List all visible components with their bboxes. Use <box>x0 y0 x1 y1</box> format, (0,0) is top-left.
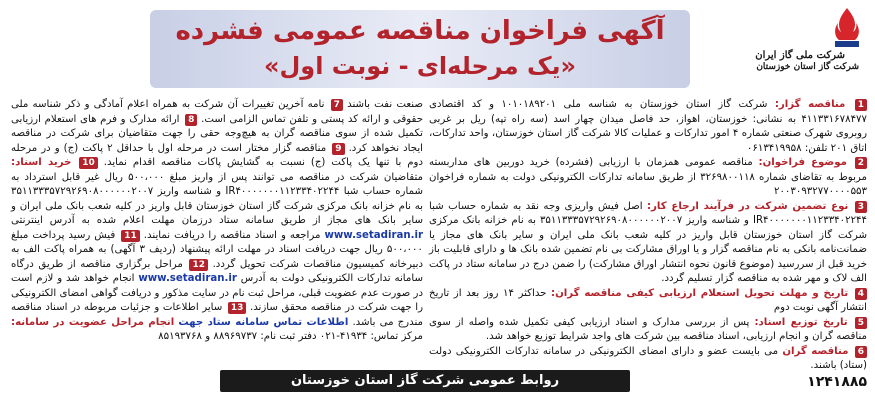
section-number: 12 <box>189 259 208 271</box>
section-7 <box>11 98 423 345</box>
section-number: 3 <box>855 201 867 213</box>
section-text: متقاضیان شرکت در مناقصه می توانند پس از واریز مبلغ ۵۰۰،۰۰۰ ریال غیر قابل استرداد به شماره حساب شبا IR۴۰۰۰۰۰۰۰۱۱۲۳۳۴۰۲۲۴۴ و شناسه واریز ۳۵۱۱۳۳۳۵۷۲۹۲۶۹۰۸۰۰۰۰۰۰۲۰۰۷ به نام خزانه بانک مرکزی شرکت گاز استان خوزستان قابل واریز در کلیه شعب بانک ملی ایران و سایر بانک های مجاز از طریق سامانه ستاد درزمان مهلت اعلام شده به آدرس اینترنتی <box>11 171 423 226</box>
section-text: سایر اطلاعات و جزئیات مربوطه در اسناد مناقصه مندرج می باشد. <box>11 302 423 328</box>
section-text: شرکت گاز استان خوزستان به شناسه ملی ۱۰۱۰۱۸۹۲۰۱ و کد اقتصادی ۴۱۱۳۳۱۶۷۸۴۷۷ به نشانی: خوزستان، اهواز، حد فاصل میدان چهار اسد (سه راه تپه) ریل بر غربی روبروی شهرک صنعتی شماره ۴ امور تدارکات و عملیات کالا شرکت گاز استان خوزستان، واحد تدارکات، اتاق ۲۰۱ تلفن: ۰۶۱۳۴۱۹۹۵۸ <box>429 99 867 154</box>
contact-label: اطلاعات تماس سامانه ستاد جهت <box>178 316 349 328</box>
section-number: 9 <box>332 143 344 155</box>
section-text: صنعت نفت باشند <box>347 99 423 110</box>
left-column <box>11 98 423 345</box>
section-label: تاریخ و مهلت تحویل استعلام ارزیابی کیفی مناقصه گران: <box>551 287 849 299</box>
logo-line-1: شرکت ملی گاز ایران <box>755 50 845 61</box>
page-title: آگهی فراخوان مناقصه عمومی فشرده <box>175 16 665 46</box>
section-label: مناقصه گران <box>782 345 849 357</box>
title-banner <box>150 10 690 88</box>
section-text: نامه آخرین تغییرات آن شرکت به همراه اعلام آمادگی و ذکر شناسه ملی حقوقی و ارائه کد پستی و تلفن تماس الزامی است. <box>11 99 424 125</box>
section-5 <box>429 316 867 345</box>
company-logo <box>749 6 869 76</box>
logo-line-2: شرکت گاز استان خوزستان <box>756 62 859 72</box>
section-text: حداکثر ۱۴ روز بعد از تاریخ انتشار آگهی نوبت دوم <box>429 287 867 313</box>
section-label: نوع تضمین شرکت در فرآیند ارجاع کار: <box>646 200 849 212</box>
section-text: می بایست عضو و دارای امضای الکترونیکی در سامانه تدارکات الکترونیکی دولت (ستاد) باشند. <box>429 345 867 371</box>
section-text: پس از بررسی مدارک و اسناد ارزیابی کیفی تکمیل شده واصله از سوی مناقصه گران و انجام ارزیابی، اسناد مناقصه بین شرکت های واجد شرایط توزیع خواهد شد. <box>429 316 867 342</box>
section-text: ارائه مدارک و فرم های استعلام ارزیابی تکمیل شده از سوی مناقصه گران به هیچ‌وجه حقی را جهت متقاضیان برای شرکت در مناقصه ایجاد نخواهد کرد. <box>11 113 423 154</box>
gas-flame-icon <box>829 6 865 50</box>
section-text: مراجعه و اسناد مناقصه را دریافت نمایند. <box>143 229 321 241</box>
page-subtitle: «یک مرحله‌ای - نوبت اول» <box>263 52 577 80</box>
ad-code: ۱۲۴۱۸۸۵ <box>807 374 867 390</box>
section-number: 10 <box>79 157 98 169</box>
section-number: 5 <box>855 317 867 329</box>
section-number: 7 <box>331 99 343 111</box>
section-label: تاریخ توزیع اسناد: <box>754 316 848 328</box>
contact-text: انجام مراحل عضویت در سامانه: <box>11 316 175 328</box>
setadiran-link[interactable]: www.setadiran.ir <box>138 273 237 284</box>
section-text: مناقصه گزار مختار است در مرحله اول با حداقل ۲ پاکت (ج) و در مرحله دوم با تنها یک پاکت (ج) نسبت به گشایش پاکات مناقصه اقدام نماید. <box>11 142 424 168</box>
setadiran-link[interactable]: www.setadiran.ir <box>324 229 423 241</box>
right-column <box>429 98 867 374</box>
section-1 <box>429 98 867 156</box>
section-3 <box>429 200 867 287</box>
section-label: موضوع فراخوان: <box>758 157 847 168</box>
section-text: فیش رسید پرداخت مبلغ ۵۰۰،۰۰۰ ریال جهت دریافت اسناد در مهلت ارائه پیشنهاد (ردیف ۳ آگهی) به همراه پاکت الف به دبیرخانه کمیسیون مناقصات شرکت تحویل گردد. <box>11 229 424 270</box>
section-number: 2 <box>855 157 867 169</box>
footer-banner: روابط عمومی شرکت گاز استان خوزستان <box>220 370 630 392</box>
section-number: 11 <box>121 230 140 242</box>
section-2 <box>429 156 867 200</box>
section-number: 1 <box>855 99 867 111</box>
section-text: اصل فیش واریزی وجه نقد به شماره حساب شبا IR۴۰۰۰۰۰۰۰۱۱۲۳۳۴۰۲۲۴۴ و شناسه واریز ۳۵۱۱۳۳۳۵۷۲۹۲۶۹۰۸۰۰۰۰۰۰۲۰۰۷ به نام خزانه بانک مرکزی شرکت گاز استان خوزستان قابل واریز در کلیه شعب بانک ملی ایران و سایر بانک های مجاز یا ضمانت‌نامه بانکی به نام مناقصه گزار و یا اوراق مشارکت بی نام تضمین شده بانک ها و دارای قابلیت باز خرید قبل از سررسید (موضوع قانون نحوه انتشار اوراق مشارکت) را ضمن درج در سامانه ستاد در پاکت الف لاک و مهر شده به مناقصه گزار تسلیم گردد. <box>429 200 868 284</box>
section-number: 13 <box>228 302 247 314</box>
section-number: 8 <box>185 114 197 126</box>
section-text: انجام خواهد شد و لازم است در صورت عدم عضویت قبلی، مراحل ثبت نام در سایت مذکور و دریافت گواهی امضای الکترونیکی را جهت شرکت در مناقصه محقق سازند. <box>11 273 423 313</box>
section-text: مراحل برگزاری مناقصه از طریق درگاه سامانه تدارکات الکترونیکی دولت به آدرس <box>11 258 423 284</box>
section-label: مناقصه گزار: <box>774 99 846 110</box>
contact-phones: مرکز تماس: ۴۱۹۳۴-۰۲۱ دفتر ثبت نام: ۸۸۹۶۹۷۳۷ و ۸۵۱۹۳۷۶۸ <box>158 331 423 342</box>
section-number: 6 <box>855 346 867 358</box>
section-number: 4 <box>855 288 867 300</box>
section-text: مناقصه عمومی همزمان با ارزیابی (فشرده) خرید دوربین های مداربسته مربوط به تقاضای شماره ۳۲۶۹۸۰۰۱۱۸ از طریق سامانه تدارکات الکترونیکی دولت به شماره فراخوان ۲۰۰۳۰۹۳۲۷۷۰۰۰۰۵۵۳ <box>429 157 867 197</box>
section-label: خرید اسناد: <box>11 157 72 168</box>
section-4 <box>429 287 867 316</box>
